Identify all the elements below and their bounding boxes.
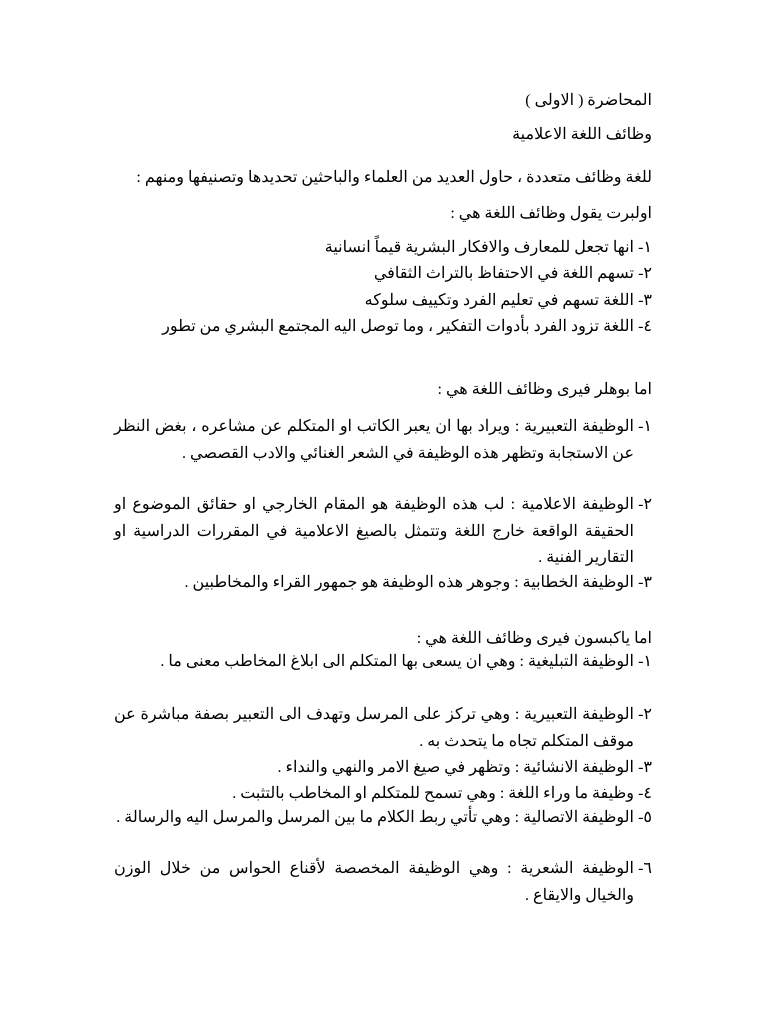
item-number: ٤- [638,785,652,802]
item-number: ٣- [638,574,652,591]
list-item [114,781,652,808]
subject-title: وظائف اللغة الاعلامية [512,126,652,143]
list-item [114,261,652,288]
item-number: ٤- [638,318,652,335]
list-item [114,235,652,262]
item-number: ٣- [638,759,652,776]
list-item [114,288,652,315]
item-text: وظيفة ما وراء اللغة : وهي تسمح للمتكلم او المخاطب بالتثبت . [232,785,634,802]
list-item [114,856,652,909]
item-number: ٦- [638,860,652,877]
item-text: الوظيفة التبليغية : وهي ان يسعى بها المتكلم الى ابلاغ المخاطب معنى ما . [160,653,634,670]
item-text: اللغة تزود الفرد بأدوات التفكير ، وما توصل اليه المجتمع البشري من تطور [162,318,634,335]
list-item [114,314,652,341]
list-item [114,755,652,782]
item-text: تسهم اللغة في الاحتفاظ بالتراث الثقافي [373,265,634,282]
list-item [114,492,652,572]
item-number: ١- [638,239,652,256]
item-text: انها تجعل للمعارف والافكار البشرية قيماً انسانية [324,239,634,256]
item-number: ٣- [638,292,652,309]
buhler-heading: اما بوهلر فيرى وظائف اللغة هي : [437,381,652,398]
item-number: ٢- [638,706,652,723]
list-item [114,649,652,676]
item-text: الوظيفة الخطابية : وجوهر هذه الوظيفة هو جمهور القراء والمخاطبين . [184,574,634,591]
list-item [114,702,652,755]
item-number: ٥- [638,809,652,826]
list-item [114,570,652,597]
item-text: الوظيفة التعبيرية : وهي تركز على المرسل وتهدف الى التعبير بصفة مباشرة عن موقف المتكلم تجاه ما يتحدث به . [114,706,634,750]
item-number: ٢- [638,496,652,513]
item-number: ٢- [638,265,652,282]
jakobson-heading: اما ياكبسون فيرى وظائف اللغة هي : [416,630,652,647]
item-number: ١- [638,653,652,670]
list-item [114,414,652,467]
item-text: اللغة تسهم في تعليم الفرد وتكييف سلوكه [364,292,634,309]
intro-paragraph: للغة وظائف متعددة ، حاول العديد من العلماء والباحثين تحديدها وتصنيفها ومنهم : [136,169,652,186]
list-item [114,805,652,832]
item-text: الوظيفة التعبيرية : ويراد بها ان يعبر الكاتب او المتكلم عن مشاعره ، بغض النظر عن الاستجابة وتظهر هذه الوظيفة في الشعر الغنائي والادب القصصي . [114,418,634,462]
lecture-title: المحاضرة ( الاولى ) [525,92,652,109]
item-text: الوظيفة الشعرية : وهي الوظيفة المخصصة لأقناع الحواس من خلال الوزن والخيال والايقاع . [114,860,634,904]
item-text: الوظيفة الاتصالية : وهي تأتي ربط الكلام ما بين المرسل والمرسل اليه والرسالة . [116,809,634,826]
allport-heading: اولبرت يقول وظائف اللغة هي : [450,205,652,222]
item-text: الوظيفة الانشائية : وتظهر في صيغ الامر والنهي والنداء . [277,759,634,776]
item-number: ١- [638,418,652,435]
item-text: الوظيفة الاعلامية : لب هذه الوظيفة هو المقام الخارجي او حقائق الموضوع او الحقيقة الواقعة خارج اللغة وتتمثل بالصيغ الاعلامية في المقررات الدراسية او التقارير الفنية . [114,496,634,566]
